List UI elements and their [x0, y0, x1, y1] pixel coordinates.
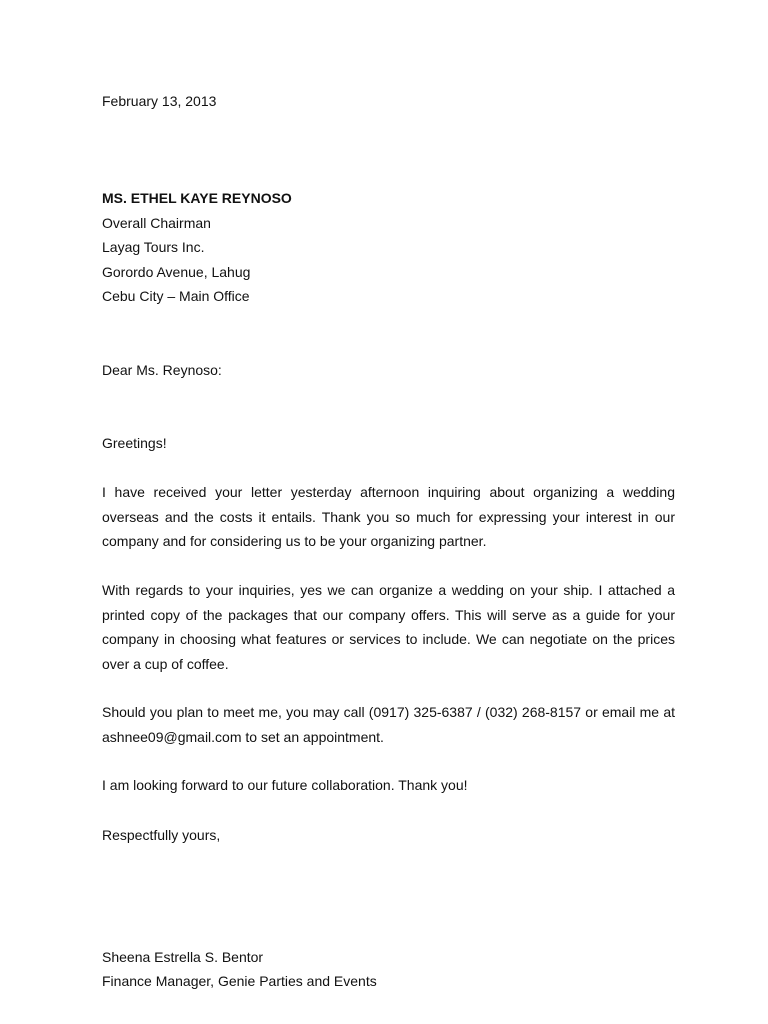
letter-date: February 13, 2013 — [102, 93, 217, 109]
recipient-title: Overall Chairman — [102, 215, 211, 231]
recipient-street: Gorordo Avenue, Lahug — [102, 264, 251, 280]
body-paragraph-1: I have received your letter yesterday afternoon inquiring about organizing a wedding overseas and the costs it entails. Thank you so much for expressing your interest in our company and for considering us to be your organizing partner. — [102, 484, 675, 549]
greeting: Greetings! — [102, 435, 167, 451]
signature-position: Finance Manager, Genie Parties and Events — [102, 973, 377, 989]
salutation: Dear Ms. Reynoso: — [102, 362, 222, 378]
body-paragraph-4: I am looking forward to our future collaboration. Thank you! — [102, 777, 468, 793]
recipient-city: Cebu City – Main Office — [102, 288, 250, 304]
signature-name: Sheena Estrella S. Bentor — [102, 949, 264, 965]
body-paragraph-2: With regards to your inquiries, yes we can organize a wedding on your ship. I attached a printed copy of the packages that our company offers. This will serve as a guide for your company in choosing what features or services to include. We can negotiate on the prices over a cup of coffee. — [102, 582, 675, 672]
closing: Respectfully yours, — [102, 827, 221, 843]
recipient-name: MS. ETHEL KAYE REYNOSO — [102, 190, 292, 206]
body-paragraph-3: Should you plan to meet me, you may call (0917) 325-6387 / (032) 268-8157 or email me at ashnee09@gmail.com to set an appointment. — [102, 704, 675, 745]
recipient-company: Layag Tours Inc. — [102, 239, 205, 255]
